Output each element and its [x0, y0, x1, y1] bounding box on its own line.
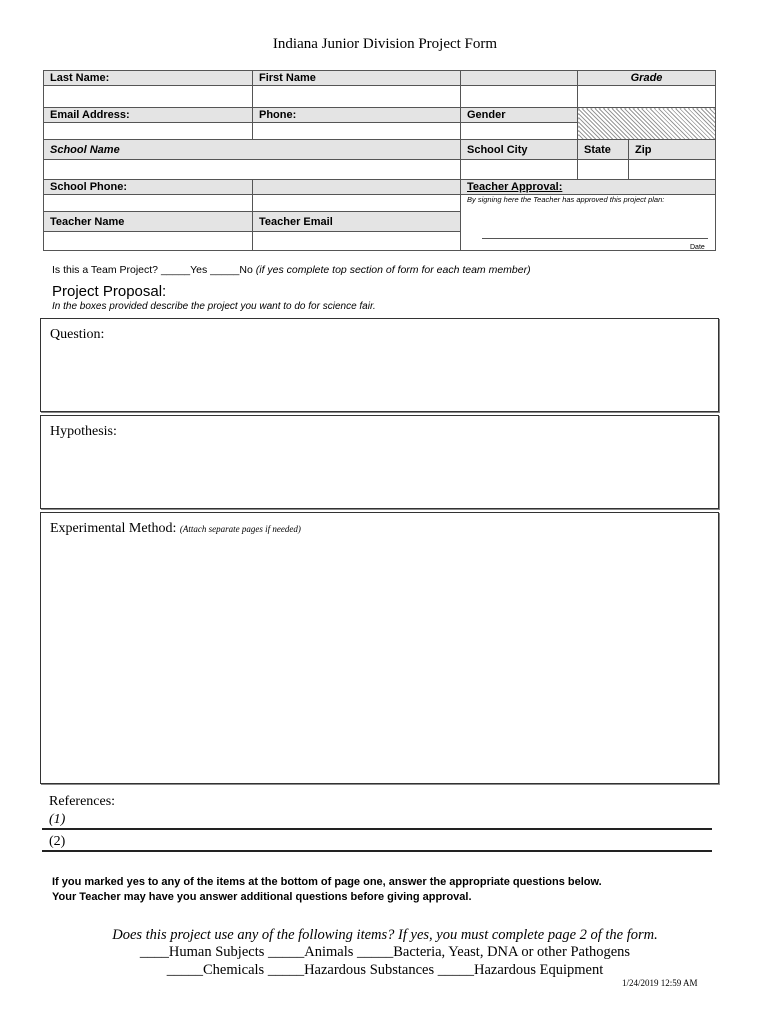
school-name-field[interactable] — [44, 160, 461, 180]
experimental-method-label: Experimental Method: (Attach separate pages if needed) — [50, 521, 301, 536]
email-field[interactable] — [44, 123, 253, 140]
experimental-method-box[interactable] — [40, 512, 719, 784]
team-project-note: (if yes complete top section of form for each team member) — [255, 264, 531, 276]
timestamp: 1/24/2019 12:59 AM — [622, 978, 698, 988]
experimental-method-note: (Attach separate pages if needed) — [179, 524, 301, 534]
teacher-signature-area[interactable] — [461, 195, 716, 251]
hazard-items-line-2: _____Chemicals _____Hazardous Substances _____Hazardous Equipment — [166, 962, 604, 978]
first-name-label: First Name — [253, 71, 461, 86]
question-box[interactable] — [40, 318, 719, 412]
teacher-name-field[interactable] — [44, 232, 253, 251]
phone-label: Phone: — [253, 108, 461, 123]
hazard-question: Does this project use any of the following items? If yes, you must complete page 2 of the form. — [112, 927, 658, 943]
note-line-2: Your Teacher may have you answer additional questions before giving approval. — [52, 891, 472, 903]
hypothesis-label: Hypothesis: — [50, 424, 117, 439]
project-proposal-subheading: In the boxes provided describe the project you want to do for science fair. — [52, 301, 376, 312]
gender-label: Gender — [461, 108, 578, 123]
question-label: Question: — [50, 327, 105, 342]
grade-field[interactable] — [578, 86, 716, 108]
date-label: Date — [690, 244, 705, 251]
teacher-approval-label: Teacher Approval: — [461, 180, 716, 195]
reference-2[interactable]: (2) — [49, 834, 66, 849]
references-label: References: — [49, 794, 116, 809]
last-name-field[interactable] — [44, 86, 253, 108]
reference-1[interactable]: (1) — [49, 812, 66, 827]
phone-field[interactable] — [253, 123, 461, 140]
hatched-cell — [578, 108, 716, 140]
state-label: State — [578, 140, 629, 160]
last-name-label: Last Name: — [44, 71, 253, 86]
state-field[interactable] — [578, 160, 629, 180]
zip-label: Zip — [629, 140, 716, 160]
school-city-field[interactable] — [461, 160, 578, 180]
student-info-table — [43, 70, 716, 251]
gender-field[interactable] — [461, 123, 578, 140]
school-phone-field[interactable] — [44, 195, 253, 212]
hypothesis-box[interactable] — [40, 415, 719, 509]
reference-1-line — [42, 828, 712, 830]
hazard-items-line-1: ____Human Subjects _____Animals _____Bacteria, Yeast, DNA or other Pathogens — [139, 944, 631, 960]
school-phone-label: School Phone: — [44, 180, 253, 195]
grade-label: Grade — [578, 71, 716, 86]
project-proposal-heading: Project Proposal: — [52, 283, 167, 300]
email-label: Email Address: — [44, 108, 253, 123]
reference-2-line — [42, 850, 712, 852]
zip-field[interactable] — [629, 160, 716, 180]
first-name-field[interactable] — [253, 86, 461, 108]
school-name-label: School Name — [44, 140, 461, 160]
teacher-email-field[interactable] — [253, 232, 461, 251]
school-city-label: School City — [461, 140, 578, 160]
teacher-email-label: Teacher Email — [253, 212, 461, 232]
team-project-question: Is this a Team Project? _____Yes _____No (if yes complete top section of form for each team member) — [52, 264, 531, 276]
note-line-1: If you marked yes to any of the items at the bottom of page one, answer the appropriate questions below. — [52, 876, 602, 888]
teacher-approval-note: By signing here the Teacher has approved this project plan: — [467, 195, 665, 204]
teacher-name-label: Teacher Name — [44, 212, 253, 232]
form-title: Indiana Junior Division Project Form — [272, 36, 498, 52]
signature-line — [482, 238, 708, 239]
